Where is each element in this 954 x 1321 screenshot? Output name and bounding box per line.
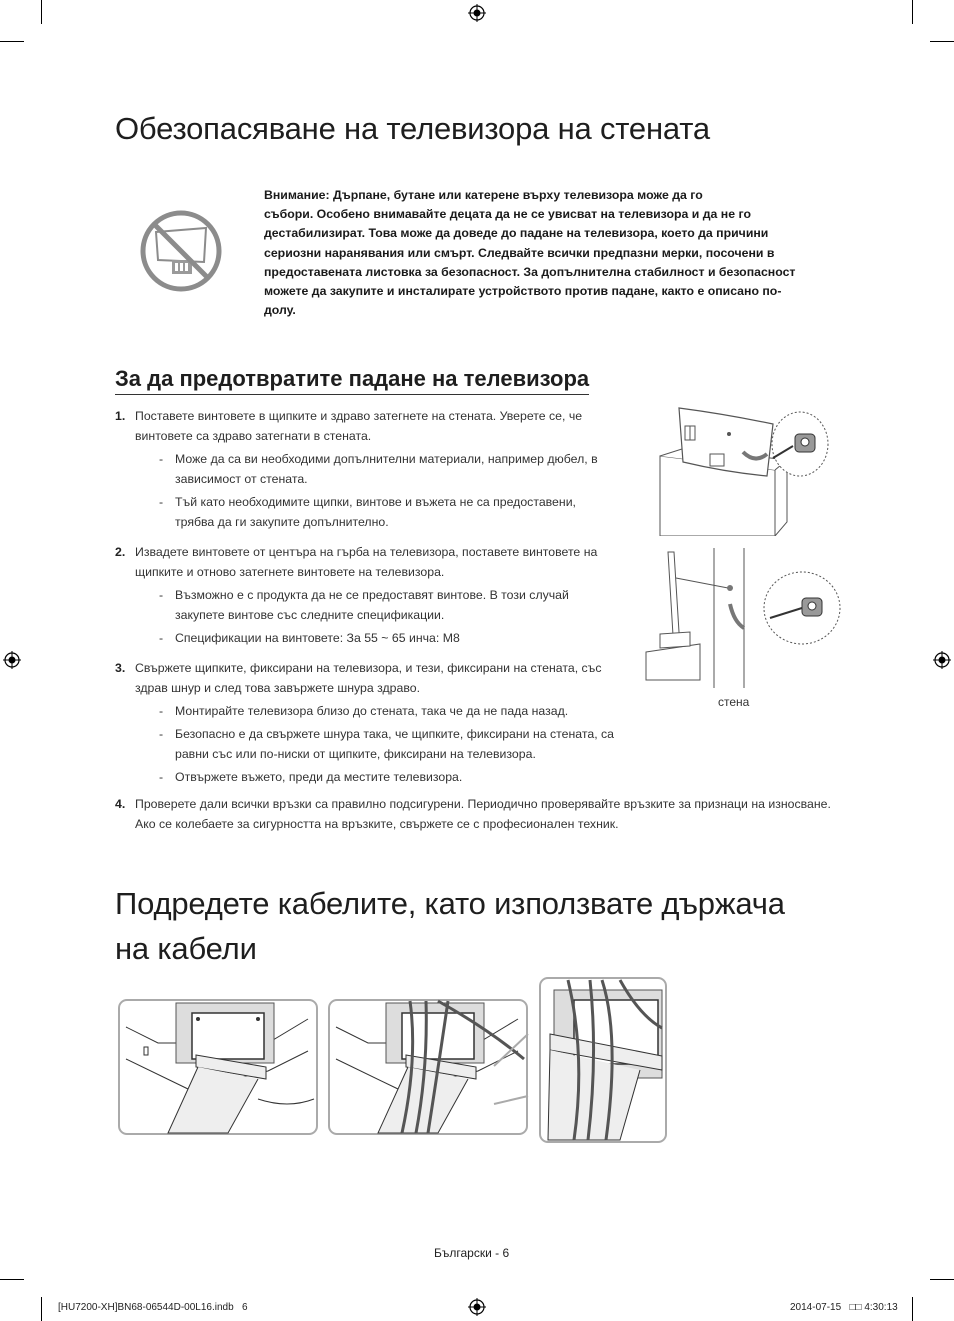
- steps-list: [115, 406, 615, 793]
- sub-item-text: Монтирайте телевизора близо до стената, така че да не пада назад.: [175, 704, 569, 718]
- step-number: 3.: [115, 661, 126, 675]
- no-tv-tipping-icon: [140, 210, 222, 292]
- wall-label: стена: [718, 695, 750, 709]
- crop-mark: [41, 0, 42, 24]
- section-title-wall-safety: Обезопасяване на телевизора на стената: [115, 111, 710, 146]
- sub-item-text: Може да са ви необходими допълнителни материали, например дюбел, в зависимост от стената.: [175, 452, 598, 486]
- list-item: [115, 658, 615, 787]
- sub-item-text: Тъй като необходимите щипки, винтове и въжета не са предоставени, трябва да ги закупите допълнително.: [175, 495, 576, 529]
- cable-holder-step3-illustration: [490, 976, 668, 1144]
- file-info: [HU7200-XH]BN68-06544D-00L16.indb 6: [58, 1302, 248, 1313]
- crop-mark: [930, 41, 954, 42]
- sub-item: - Може да са ви необходими допълнителни материали, например дюбел, в зависимост от стената.: [159, 452, 598, 486]
- sub-item: - Монтирайте телевизора близо до стената, така че да не пада назад.: [159, 704, 569, 718]
- step-number: 4.: [115, 797, 126, 811]
- registration-mark-icon: [933, 651, 951, 669]
- registration-mark-icon: [3, 651, 21, 669]
- list-item: [115, 794, 835, 834]
- step-text: Проверете дали всички връзки са правилно подсигурени. Периодично проверявайте връзките за признаци на износване. Ако се колебаете за сигурността на връзките, свържете се с професионален техник.: [135, 797, 831, 831]
- registration-mark-icon: [468, 4, 486, 22]
- crop-mark: [0, 41, 24, 42]
- warning-line: Внимание: Дърпане, бутане или катерене върху телевизора може да го: [264, 188, 703, 202]
- crop-mark: [930, 1279, 954, 1280]
- list-item: [115, 406, 615, 532]
- section-title-cable-holder: [115, 881, 785, 971]
- tv-back-clip-illustration: [655, 396, 845, 536]
- crop-mark: [912, 1297, 913, 1321]
- print-timestamp: 2014-07-15 □□ 4:30:13: [790, 1302, 898, 1313]
- page-number: Български - 6: [434, 1246, 510, 1260]
- warning-line: дестабилизират. Това може да доведе до падане на телевизора, което да причини: [264, 226, 769, 241]
- crop-mark: [0, 1279, 24, 1280]
- step-text: Свържете щипките, фиксирани на телевизора, и тези, фиксирани на стената, със здрав шнур и след това завържете шнура здраво.: [135, 661, 602, 695]
- subsection-title-prevent-falling: За да предотвратите падане на телевизора: [115, 366, 589, 395]
- step-number: 1.: [115, 409, 126, 423]
- tv-wall-side-illustration: [640, 548, 850, 688]
- registration-mark-icon: [468, 1298, 486, 1316]
- sub-item: - Безопасно е да свържете шнура така, че щипките, фиксирани на стената, са равни със или по-ниски от щипките, фиксирани на телевизора.: [159, 727, 615, 761]
- warning-paragraph: [264, 186, 834, 320]
- warning-line: сериозни наранявания или смърт. Следвайте всички предпазни мерки, посочени в: [264, 245, 775, 260]
- warning-line: предоставената листовка за безопасност. За допълнителна стабилност и безопасност: [264, 264, 796, 279]
- cable-holder-step1-illustration: [118, 999, 318, 1135]
- sub-item-text: Отвържете въжето, преди да местите телевизора.: [175, 770, 463, 784]
- crop-mark: [912, 0, 913, 24]
- warning-line: можете да закупите и инсталирате устройството против падане, както е описано по-: [264, 284, 782, 299]
- warning-line: долу.: [264, 303, 296, 318]
- list-item: [115, 542, 615, 648]
- warning-line: събори. Особено внимавайте децата да не се увисват на телевизора и да не го: [264, 207, 751, 222]
- sub-item: - Тъй като необходимите щипки, винтове и въжета не са предоставени, трябва да ги закупите допълнително.: [159, 495, 576, 529]
- sub-item: - Възможно е с продукта да не се предоставят винтове. В този случай закупете винтове със следните спецификации.: [159, 588, 569, 622]
- step-number: 2.: [115, 545, 126, 559]
- sub-item-text: Възможно е с продукта да не се предоставят винтове. В този случай закупете винтове със следните спецификации.: [175, 588, 569, 622]
- sub-item: - Спецификации на винтовете: За 55 ~ 65 инча: M8: [159, 631, 460, 645]
- sub-item-text: Безопасно е да свържете шнура така, че щипките, фиксирани на стената, са равни със или по-ниски от щипките, фиксирани на телевизора.: [175, 727, 615, 761]
- title-line: Подредете кабелите, като използвате държача: [115, 886, 785, 921]
- step-text: Извадете винтовете от центъра на гърба на телевизора, поставете винтовете на щипките и отново затегнете винтовете на телевизора.: [135, 545, 598, 579]
- step-text: Поставете винтовете в щипките и здраво затегнете на стената. Уверете се, че винтовете са здраво затегнати в стената.: [135, 409, 583, 443]
- title-line: на кабели: [115, 931, 257, 966]
- sub-item: - Отвържете въжето, преди да местите телевизора.: [159, 770, 463, 784]
- sub-item-text: Спецификации на винтовете: За 55 ~ 65 инча: M8: [175, 631, 460, 645]
- crop-mark: [41, 1297, 42, 1321]
